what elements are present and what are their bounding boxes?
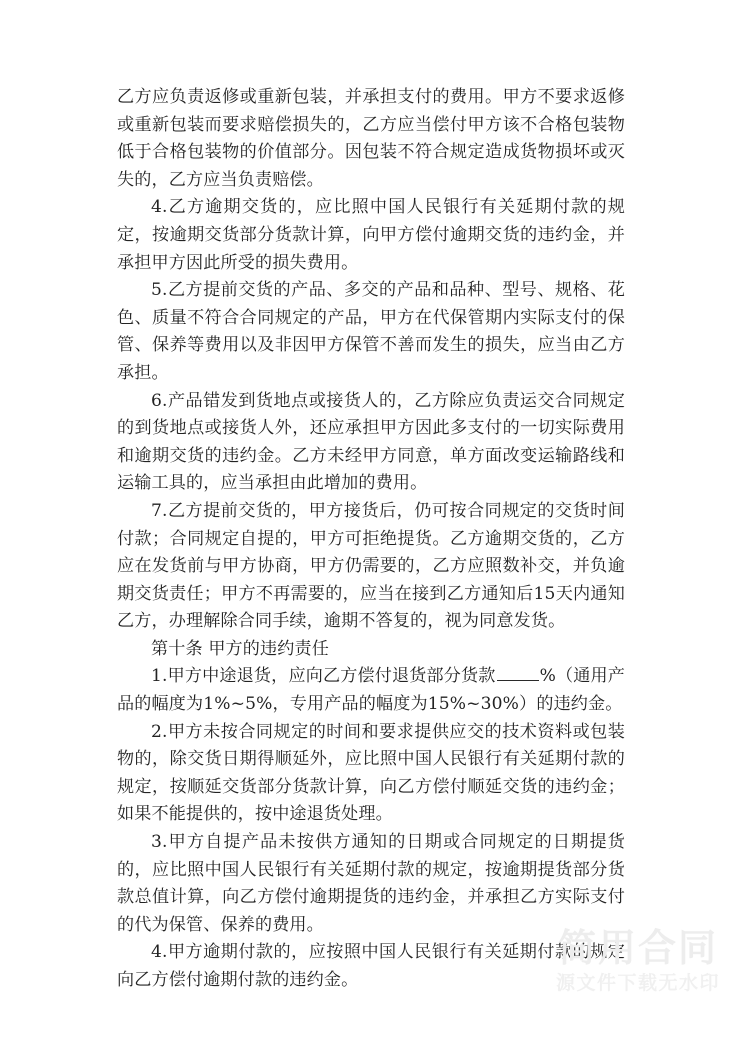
paragraph-item-3-buyer: 3.甲方自提产品未按供方通知的日期或合同规定的日期提货的，应比照中国人民银行有关延期付款的规定，按逾期提货部分货款总值计算，向乙方偿付逾期提货的违约金，并承担乙方实际支付的代为保管、保养的费用。 <box>117 832 625 935</box>
watermark-brand-text: 简用合同 <box>557 926 718 970</box>
paragraph-item-1-buyer <box>117 663 625 718</box>
paragraph-item-2-buyer: 2.甲方未按合同规定的时间和要求提供应交的技术资料或包装物的，除交货日期得顺延外，应比照中国人民银行有关延期付款的规定，按顺延交货部分货款计算，向乙方偿付顺延交货的违约金；如果不能提供的，按中途退货处理。 <box>117 721 625 825</box>
paragraph-item-4-buyer: 4.甲方逾期付款的，应按照中国人民银行有关延期付款的规定向乙方偿付逾期付款的违约金。 <box>117 942 625 990</box>
item-1-text-before-blank: 1.甲方中途退货，应向乙方偿付退货部分货款 <box>151 666 496 687</box>
document-text-column <box>117 84 625 995</box>
section-heading-article-10: 第十条 甲方的违约责任 <box>151 638 330 659</box>
watermark-subtitle-text: 源文件下载无水印 <box>555 972 720 994</box>
paragraph-continuation: 乙方应负责返修或重新包装，并承担支付的费用。甲方不要求返修或重新包装而要求赔偿损失的，乙方应当偿付甲方该不合格包装物低于合格包装物的价值部分。因包装不符合规定造成货物损坏或灭失的，乙方应当负责赔偿。 <box>117 87 625 190</box>
paragraph-item-7-seller: 7.乙方提前交货的，甲方接货后，仍可按合同规定的交货时间付款；合同规定自提的，甲方可拒绝提货。乙方逾期交货的，乙方应在发货前与甲方协商，甲方仍需要的，乙方应照数补交，并负逾期交货责任；甲方不再需要的，应当在接到乙方通知后15天内通知乙方，办理解除合同手续，逾期不答复的，视为同意发货。 <box>117 500 625 632</box>
paragraph-item-4-seller: 4.乙方逾期交货的，应比照中国人民银行有关延期付款的规定，按逾期交货部分货款计算，向甲方偿付逾期交货的违约金，并承担甲方因此所受的损失费用。 <box>117 197 625 273</box>
item-1-text-after-blank: %（通用产品的幅度为1%~5%，专用产品的幅度为15%~30%）的违约金。 <box>117 666 625 715</box>
paragraph-item-5-seller: 5.乙方提前交货的产品、多交的产品和品种、型号、规格、花色、质量不符合合同规定的产品，甲方在代保管期内实际支付的保管、保养等费用以及非因甲方保管不善而发生的损失，应当由乙方承担。 <box>117 280 625 383</box>
penalty-percentage-blank-field[interactable] <box>497 667 539 681</box>
paragraph-item-6-seller: 6.产品错发到货地点或接货人的，乙方除应负责运交合同规定的到货地点或接货人外，还应承担甲方因此多支付的一切实际费用和逾期交货的违约金。乙方未经甲方同意，单方面改变运输路线和运输工具的，应当承担由此增加的费用。 <box>117 390 625 494</box>
